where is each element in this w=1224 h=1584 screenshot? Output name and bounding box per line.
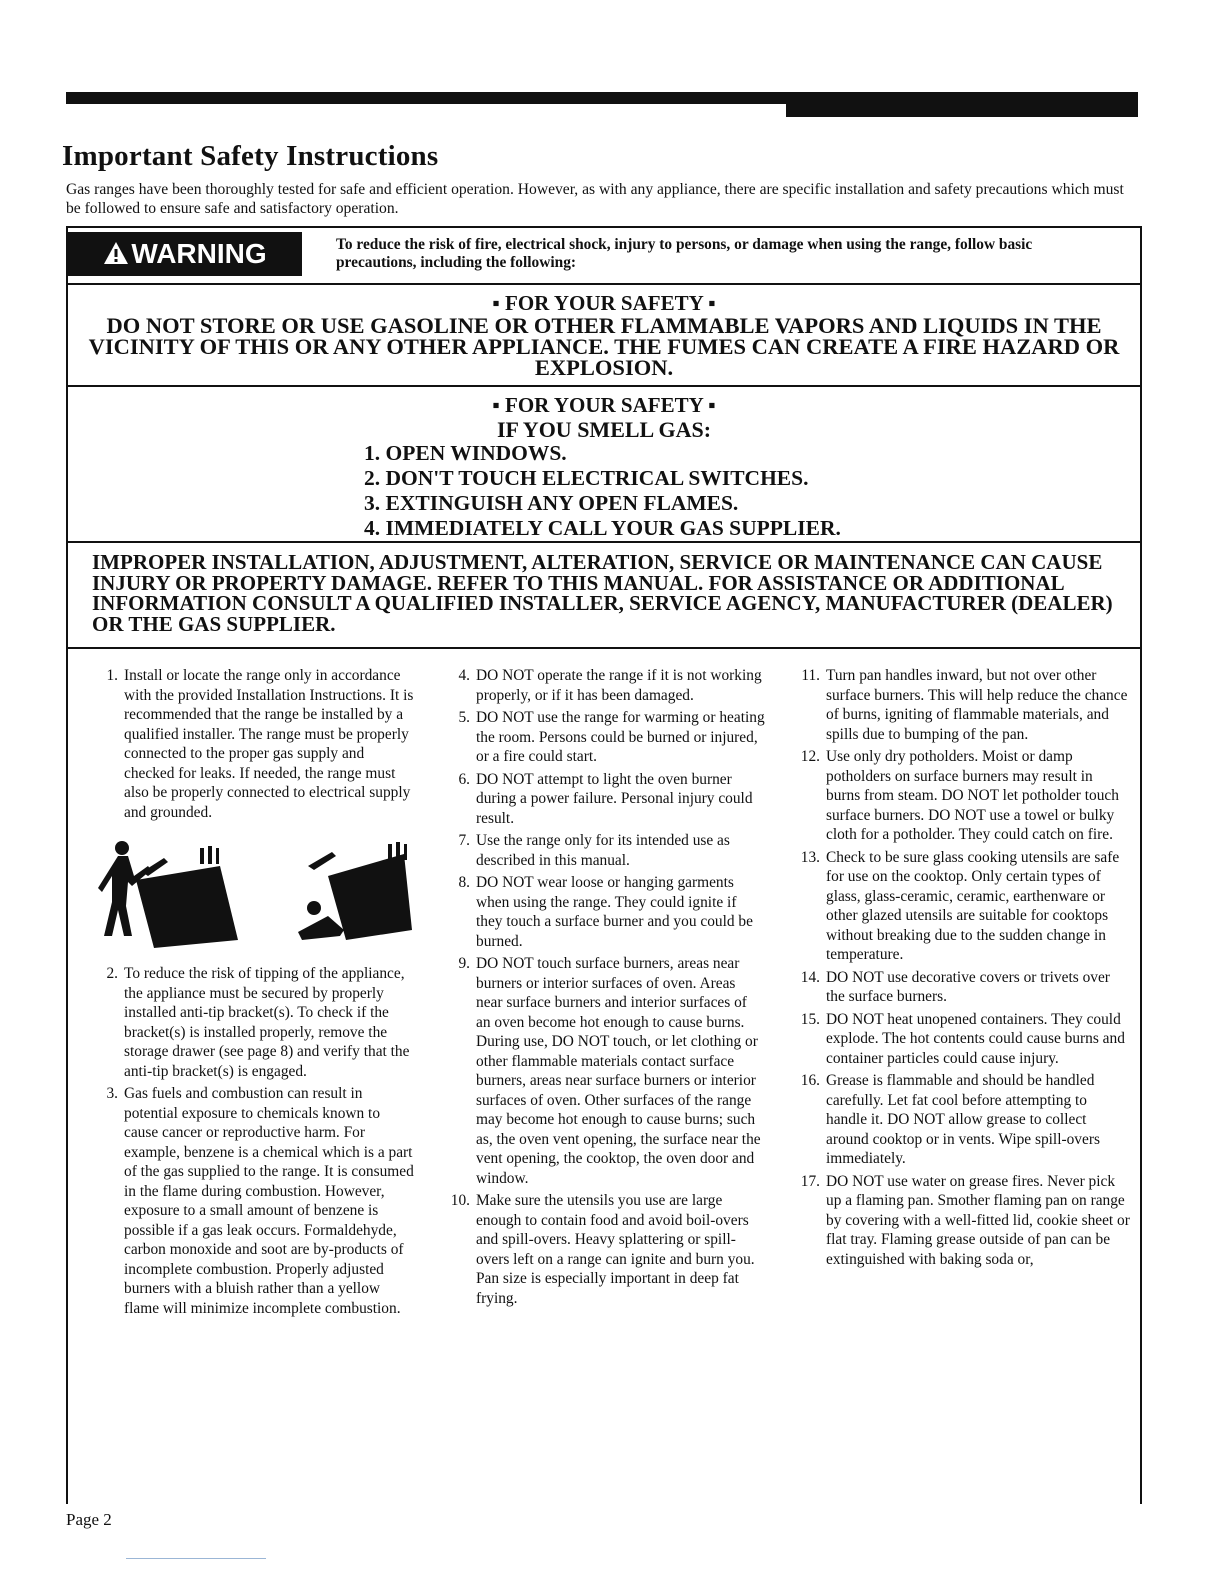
warning-text: To reduce the risk of fire, electrical shock, injury to persons, or damage when using the range, follow basic precautions, including the following:	[336, 236, 1033, 271]
column-1	[88, 666, 418, 1321]
item-number: 4.	[458, 667, 470, 684]
list-item	[440, 666, 765, 705]
vapors-message: DO NOT STORE OR USE GASOLINE OR OTHER FLAMMABLE VAPORS AND LIQUIDS IN THE VICINITY OF THIS OR ANY OTHER APPLIANCE. THE FUMES CAN CREATE A FIRE HAZARD OR EXPLOSION.	[88, 313, 1120, 380]
item-number: 13.	[800, 848, 820, 866]
item-text: Grease is flammable and should be handled carefully. Let fat cool before attempting to handle it. DO NOT allow grease to collect around cooktop or in vents. Wipe spill-overs immediately.	[826, 1072, 1100, 1167]
list-item	[790, 1010, 1130, 1069]
item-number: 1.	[106, 667, 118, 684]
safety-section-improper-installation	[68, 543, 1140, 649]
item-number: 8.	[458, 874, 470, 891]
item-number: 17.	[800, 1172, 820, 1190]
item-number: 2.	[106, 965, 118, 982]
top-rule-tab	[786, 92, 1138, 117]
page-title: Important Safety Instructions	[62, 140, 439, 172]
gas-step: 3. EXTINGUISH ANY OPEN FLAMES.	[364, 491, 739, 515]
list-item	[88, 1084, 418, 1318]
item-number: 15.	[800, 1010, 820, 1028]
list-item	[440, 1191, 765, 1308]
column-2	[440, 666, 765, 1311]
intro-paragraph: Gas ranges have been thoroughly tested for safe and efficient operation. However, as with any appliance, there are specific installation and safety precautions which must be followed to ensure safe and satisfactory operation.	[66, 181, 1124, 217]
range-tipping-icon	[136, 846, 238, 948]
item-text: DO NOT heat unopened containers. They could explode. The hot contents could cause burns and container particles could cause injury.	[826, 1010, 1125, 1067]
item-number: 5.	[458, 709, 470, 726]
safety-section-gas-smell	[68, 387, 1140, 543]
safety-heading: ▪ FOR YOUR SAFETY ▪	[492, 291, 716, 315]
list-item	[790, 1172, 1130, 1270]
item-text: To reduce the risk of tipping of the appliance, the appliance must be secured by properly installed anti-tip bracket(s). To check if the bracket(s) is installed properly, remove the storage drawer (see page 8) and verify that the anti-tip bracket(s) is engaged.	[124, 965, 410, 1080]
warning-triangle-icon	[103, 234, 129, 278]
item-number: 7.	[458, 832, 470, 849]
gas-step: 1. OPEN WINDOWS.	[364, 441, 567, 465]
item-text: Gas fuels and combustion can result in potential exposure to chemicals known to cause cancer or reproductive harm. For example, benzene is a chemical which is a part of the gas supplied to the range. It is consumed in the flame during combustion. However, exposure to a small amount of benzene is possible if a gas leak occurs. Formaldehyde, carbon monoxide and soot are by-products of incomplete combustion. Properly adjusted burners with a bluish rather than a yellow flame will minimize incomplete combustion.	[124, 1085, 414, 1317]
list-item	[790, 747, 1130, 845]
item-text: DO NOT wear loose or hanging garments when using the range. They could ignite if they touch a surface burner and you could be burned.	[476, 874, 753, 950]
item-number: 10.	[450, 1192, 470, 1209]
item-number: 9.	[458, 955, 470, 972]
warning-badge-label: WARNING	[131, 238, 267, 269]
tip-over-illustration	[88, 836, 418, 954]
list-item	[440, 954, 765, 1188]
list-item	[440, 770, 765, 829]
gas-smell-steps	[364, 441, 841, 541]
item-text: Use only dry potholders. Moist or damp potholders on surface burners may result in burns from steam. DO NOT let potholder touch surface burners. DO NOT use a towel or bulky cloth for a potholder. They could catch on fire.	[826, 748, 1119, 843]
item-text: DO NOT use the range for warming or heating the room. Persons could be burned or injured, or a fire could start.	[476, 709, 765, 765]
item-text: Check to be sure glass cooking utensils are safe for use on the cooktop. Only certain types of glass, glass-ceramic, ceramic, earthenware or other glazed utensils are suitable for cooktops without breaking due to the sudden change in temperature.	[826, 848, 1120, 963]
list-item	[790, 666, 1130, 744]
item-text: DO NOT attempt to light the oven burner during a power failure. Personal injury could result.	[476, 770, 753, 827]
safety-heading: ▪ FOR YOUR SAFETY ▪	[492, 393, 716, 417]
item-number: 11.	[801, 667, 820, 684]
column-3	[790, 666, 1130, 1272]
list-item	[440, 831, 765, 870]
gas-smell-heading: IF YOU SMELL GAS:	[496, 417, 712, 442]
item-number: 6.	[458, 770, 470, 788]
warning-badge	[68, 232, 302, 276]
gas-step: 2. DON'T TOUCH ELECTRICAL SWITCHES.	[364, 466, 809, 490]
item-number: 14.	[800, 968, 820, 986]
item-text: DO NOT touch surface burners, areas near burners or interior surfaces of oven. Areas near surface burners and interior surfaces of an oven become hot enough to cause burns. During use, DO NOT touch, or let clothing or other flammable materials contact surface burners, areas near surface burners or interior surfaces of oven. Other surfaces of the range may become hot enough to cause burns; such as, the oven vent opening, the surface near the vent opening, the cooktop, the oven door and window.	[476, 955, 761, 1187]
footer-divider	[126, 1558, 266, 1559]
range-fallen-icon	[298, 842, 412, 940]
item-number: 12.	[800, 748, 820, 765]
safety-box	[66, 226, 1142, 1504]
item-number: 16.	[800, 1072, 820, 1089]
list-item	[440, 873, 765, 951]
item-text: DO NOT use decorative covers or trivets over the surface burners.	[826, 968, 1110, 1005]
list-item	[790, 1071, 1130, 1169]
item-text: Turn pan handles inward, but not over other surface burners. This will help reduce the chance of burns, igniting of flammable materials, and spills due to bumping of the pan.	[826, 667, 1128, 743]
item-text: DO NOT operate the range if it is not working properly, or if it has been damaged.	[476, 667, 762, 704]
item-text: Use the range only for its intended use as described in this manual.	[476, 832, 730, 869]
item-text: Install or locate the range only in accordance with the provided Installation Instructions. It is recommended that the range be installed by a qualified installer. The range must be properly connected to the proper gas supply and checked for leaks. If needed, the range must also be properly connected to electrical supply and grounded.	[124, 667, 414, 821]
list-item	[790, 848, 1130, 965]
list-item	[88, 666, 418, 822]
page-number: Page 2	[66, 1510, 112, 1529]
warning-row	[68, 228, 1140, 285]
safety-section-vapors	[68, 285, 1140, 387]
improper-installation-message: IMPROPER INSTALLATION, ADJUSTMENT, ALTERATION, SERVICE OR MAINTENANCE CAN CAUSE INJURY OR PROPERTY DAMAGE. REFER TO THIS MANUAL. FOR ASSISTANCE OR ADDITIONAL INFORMATION CONSULT A QUALIFIED INSTALLER, SERVICE AGENCY, MANUFACTURER (DEALER) OR THE GAS SUPPLIER.	[92, 550, 1113, 636]
list-item	[790, 968, 1130, 1007]
item-number: 3.	[106, 1085, 118, 1102]
list-item	[440, 708, 765, 767]
item-text: Make sure the utensils you use are large enough to contain food and avoid boil-overs and spill-overs. Heavy splattering or spill-overs left on a range can ignite and burn you. Pan size is especially important in deep fat frying.	[476, 1192, 755, 1307]
item-text: DO NOT use water on grease fires. Never pick up a flaming pan. Smother flaming pan on range by covering with a well-fitted lid, cookie sheet or flat tray. Flaming grease outside of pan can be extinguished with baking soda or,	[826, 1172, 1130, 1268]
gas-step: 4. IMMEDIATELY CALL YOUR GAS SUPPLIER.	[364, 516, 841, 540]
list-item	[88, 964, 418, 1081]
